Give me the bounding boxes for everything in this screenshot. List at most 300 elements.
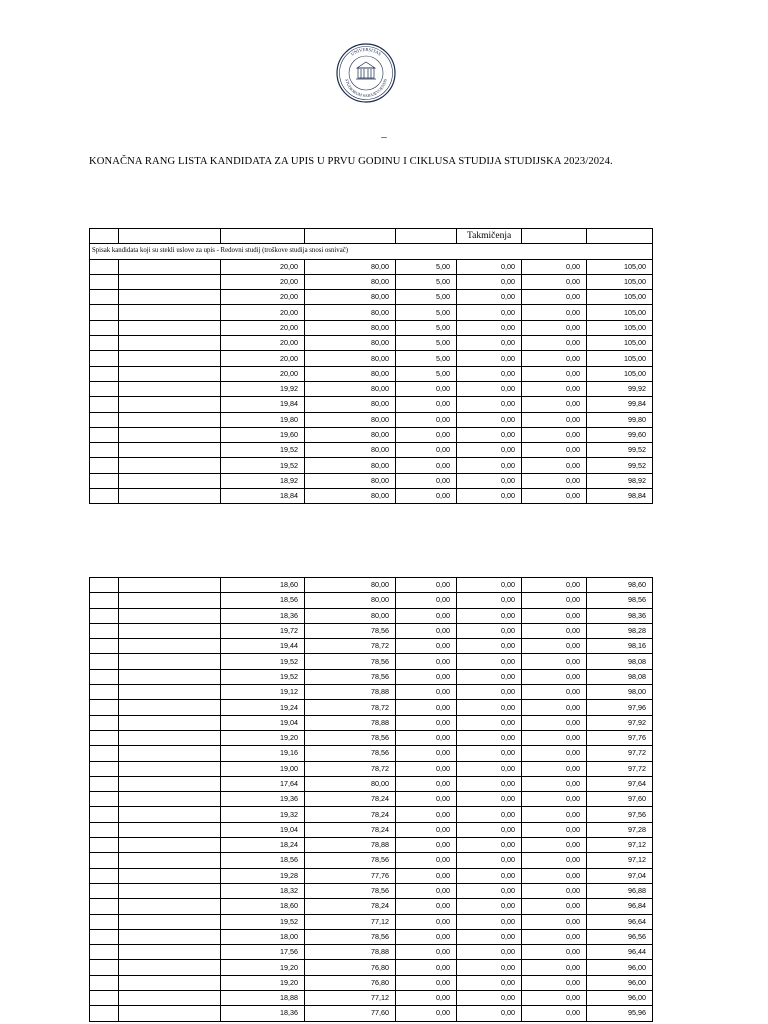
score-a-cell: 19,24	[221, 700, 305, 715]
total-cell: 97,28	[587, 822, 653, 837]
table-row	[90, 397, 653, 412]
dash-mark: –	[381, 131, 387, 143]
table-row	[90, 1006, 653, 1021]
score-a-cell: 18,36	[221, 608, 305, 623]
competition-cell: 0,00	[457, 623, 522, 638]
total-cell: 98,60	[587, 578, 653, 593]
competition-cell: 0,00	[457, 700, 522, 715]
rank-cell	[90, 746, 119, 761]
candidate-cell	[119, 685, 221, 700]
score-c-cell: 5,00	[396, 290, 457, 305]
rank-cell	[90, 730, 119, 745]
rank-cell	[90, 489, 119, 504]
rank-cell	[90, 473, 119, 488]
score-e-cell: 0,00	[522, 914, 587, 929]
score-a-cell: 20,00	[221, 336, 305, 351]
table-row	[90, 458, 653, 473]
total-cell: 97,12	[587, 838, 653, 853]
rank-cell	[90, 381, 119, 396]
score-e-cell: 0,00	[522, 458, 587, 473]
score-b-cell: 78,24	[305, 807, 396, 822]
rank-cell	[90, 715, 119, 730]
competition-cell: 0,00	[457, 381, 522, 396]
score-b-cell: 78,88	[305, 838, 396, 853]
score-e-cell: 0,00	[522, 730, 587, 745]
competition-cell: 0,00	[457, 578, 522, 593]
competition-cell: 0,00	[457, 715, 522, 730]
competition-cell: 0,00	[457, 639, 522, 654]
score-b-cell: 77,12	[305, 991, 396, 1006]
total-cell: 99,60	[587, 427, 653, 442]
header-cell	[221, 229, 305, 244]
rank-cell	[90, 761, 119, 776]
score-b-cell: 78,72	[305, 639, 396, 654]
score-c-cell: 0,00	[396, 1006, 457, 1021]
score-c-cell: 0,00	[396, 578, 457, 593]
table-row	[90, 320, 653, 335]
rank-cell	[90, 975, 119, 990]
total-cell: 98,08	[587, 654, 653, 669]
score-c-cell: 0,00	[396, 730, 457, 745]
competition-cell: 0,00	[457, 290, 522, 305]
rank-cell	[90, 991, 119, 1006]
total-cell: 99,84	[587, 397, 653, 412]
candidate-cell	[119, 792, 221, 807]
score-e-cell: 0,00	[522, 274, 587, 289]
score-b-cell: 80,00	[305, 578, 396, 593]
table-header-row	[90, 229, 653, 244]
score-c-cell: 5,00	[396, 259, 457, 274]
score-c-cell: 0,00	[396, 639, 457, 654]
rank-cell	[90, 853, 119, 868]
ranking-table-page-2	[89, 577, 653, 1022]
candidate-cell	[119, 320, 221, 335]
score-a-cell: 19,60	[221, 427, 305, 442]
score-e-cell: 0,00	[522, 412, 587, 427]
score-c-cell: 0,00	[396, 868, 457, 883]
total-cell: 98,00	[587, 685, 653, 700]
table-row	[90, 336, 653, 351]
total-cell: 98,36	[587, 608, 653, 623]
score-e-cell: 0,00	[522, 443, 587, 458]
score-b-cell: 78,88	[305, 945, 396, 960]
rank-cell	[90, 623, 119, 638]
score-b-cell: 78,88	[305, 715, 396, 730]
score-b-cell: 78,72	[305, 761, 396, 776]
seal-text-top: UNIVERSITAS	[349, 46, 383, 57]
score-c-cell: 0,00	[396, 397, 457, 412]
score-a-cell: 18,84	[221, 489, 305, 504]
score-b-cell: 78,56	[305, 929, 396, 944]
rank-cell	[90, 654, 119, 669]
score-e-cell: 0,00	[522, 639, 587, 654]
score-e-cell: 0,00	[522, 975, 587, 990]
document-title: KONAČNA RANG LISTA KANDIDATA ZA UPIS U PRVU GODINU I CIKLUSA STUDIJA STUDIJSKA 2023/2024.	[89, 156, 613, 167]
candidate-cell	[119, 473, 221, 488]
competition-cell: 0,00	[457, 458, 522, 473]
header-cell	[587, 229, 653, 244]
table-row	[90, 654, 653, 669]
candidate-cell	[119, 853, 221, 868]
score-e-cell: 0,00	[522, 991, 587, 1006]
total-cell: 97,56	[587, 807, 653, 822]
rank-cell	[90, 351, 119, 366]
score-b-cell: 76,80	[305, 960, 396, 975]
total-cell: 98,92	[587, 473, 653, 488]
table-row	[90, 960, 653, 975]
score-a-cell: 19,28	[221, 868, 305, 883]
score-c-cell: 0,00	[396, 669, 457, 684]
score-a-cell: 17,64	[221, 776, 305, 791]
score-e-cell: 0,00	[522, 473, 587, 488]
score-e-cell: 0,00	[522, 427, 587, 442]
score-c-cell: 0,00	[396, 883, 457, 898]
score-e-cell: 0,00	[522, 608, 587, 623]
score-b-cell: 78,56	[305, 853, 396, 868]
score-a-cell: 20,00	[221, 305, 305, 320]
score-c-cell: 0,00	[396, 685, 457, 700]
score-e-cell: 0,00	[522, 489, 587, 504]
score-a-cell: 18,56	[221, 853, 305, 868]
score-c-cell: 0,00	[396, 960, 457, 975]
score-b-cell: 78,56	[305, 654, 396, 669]
score-b-cell: 80,00	[305, 320, 396, 335]
score-a-cell: 18,56	[221, 593, 305, 608]
competition-cell: 0,00	[457, 776, 522, 791]
score-e-cell: 0,00	[522, 381, 587, 396]
total-cell: 97,64	[587, 776, 653, 791]
score-a-cell: 19,84	[221, 397, 305, 412]
score-b-cell: 78,56	[305, 746, 396, 761]
candidate-cell	[119, 366, 221, 381]
score-e-cell: 0,00	[522, 746, 587, 761]
score-a-cell: 19,32	[221, 807, 305, 822]
total-cell: 105,00	[587, 320, 653, 335]
score-a-cell: 20,00	[221, 274, 305, 289]
total-cell: 99,80	[587, 412, 653, 427]
score-e-cell: 0,00	[522, 761, 587, 776]
score-e-cell: 0,00	[522, 868, 587, 883]
header-cell	[90, 229, 119, 244]
candidate-cell	[119, 623, 221, 638]
score-a-cell: 19,52	[221, 914, 305, 929]
score-c-cell: 0,00	[396, 473, 457, 488]
table-row	[90, 593, 653, 608]
table-row	[90, 792, 653, 807]
score-c-cell: 0,00	[396, 412, 457, 427]
competition-cell: 0,00	[457, 366, 522, 381]
candidate-cell	[119, 822, 221, 837]
score-e-cell: 0,00	[522, 654, 587, 669]
score-a-cell: 20,00	[221, 320, 305, 335]
score-c-cell: 0,00	[396, 654, 457, 669]
score-a-cell: 19,52	[221, 669, 305, 684]
score-b-cell: 78,24	[305, 792, 396, 807]
score-b-cell: 80,00	[305, 366, 396, 381]
score-a-cell: 20,00	[221, 351, 305, 366]
candidate-cell	[119, 883, 221, 898]
table-row	[90, 489, 653, 504]
score-c-cell: 0,00	[396, 838, 457, 853]
score-b-cell: 80,00	[305, 397, 396, 412]
score-c-cell: 0,00	[396, 608, 457, 623]
score-c-cell: 0,00	[396, 807, 457, 822]
candidate-cell	[119, 746, 221, 761]
rank-cell	[90, 929, 119, 944]
table-row	[90, 274, 653, 289]
score-e-cell: 0,00	[522, 899, 587, 914]
table-row	[90, 945, 653, 960]
candidate-cell	[119, 914, 221, 929]
score-e-cell: 0,00	[522, 290, 587, 305]
table-row	[90, 991, 653, 1006]
score-b-cell: 76,80	[305, 975, 396, 990]
competition-cell: 0,00	[457, 351, 522, 366]
score-c-cell: 5,00	[396, 366, 457, 381]
rank-cell	[90, 639, 119, 654]
total-cell: 98,28	[587, 623, 653, 638]
score-c-cell: 0,00	[396, 593, 457, 608]
rank-cell	[90, 792, 119, 807]
score-b-cell: 78,24	[305, 899, 396, 914]
table-row	[90, 578, 653, 593]
score-b-cell: 80,00	[305, 412, 396, 427]
candidate-cell	[119, 427, 221, 442]
competition-cell: 0,00	[457, 945, 522, 960]
header-cell	[396, 229, 457, 244]
score-b-cell: 78,88	[305, 685, 396, 700]
score-b-cell: 77,76	[305, 868, 396, 883]
score-e-cell: 0,00	[522, 945, 587, 960]
score-b-cell: 80,00	[305, 305, 396, 320]
candidate-cell	[119, 945, 221, 960]
rank-cell	[90, 914, 119, 929]
score-e-cell: 0,00	[522, 822, 587, 837]
score-b-cell: 78,24	[305, 822, 396, 837]
score-c-cell: 5,00	[396, 336, 457, 351]
table-row	[90, 305, 653, 320]
score-c-cell: 0,00	[396, 381, 457, 396]
score-b-cell: 80,00	[305, 427, 396, 442]
candidate-cell	[119, 489, 221, 504]
competition-cell: 0,00	[457, 654, 522, 669]
score-c-cell: 0,00	[396, 700, 457, 715]
competition-cell: 0,00	[457, 427, 522, 442]
score-b-cell: 80,00	[305, 351, 396, 366]
score-e-cell: 0,00	[522, 623, 587, 638]
table-row	[90, 715, 653, 730]
score-a-cell: 19,52	[221, 654, 305, 669]
table-row	[90, 746, 653, 761]
table-row	[90, 639, 653, 654]
score-b-cell: 80,00	[305, 259, 396, 274]
score-c-cell: 0,00	[396, 489, 457, 504]
table-row	[90, 473, 653, 488]
table-row	[90, 427, 653, 442]
score-c-cell: 0,00	[396, 623, 457, 638]
score-b-cell: 80,00	[305, 443, 396, 458]
score-a-cell: 19,00	[221, 761, 305, 776]
score-b-cell: 77,60	[305, 1006, 396, 1021]
table-row	[90, 259, 653, 274]
competition-cell: 0,00	[457, 593, 522, 608]
candidate-cell	[119, 960, 221, 975]
total-cell: 98,16	[587, 639, 653, 654]
score-e-cell: 0,00	[522, 838, 587, 853]
score-b-cell: 78,56	[305, 669, 396, 684]
total-cell: 97,72	[587, 746, 653, 761]
competition-cell: 0,00	[457, 274, 522, 289]
table-row	[90, 366, 653, 381]
score-c-cell: 0,00	[396, 458, 457, 473]
competition-cell: 0,00	[457, 792, 522, 807]
header-cell	[305, 229, 396, 244]
rank-cell	[90, 608, 119, 623]
score-a-cell: 19,72	[221, 623, 305, 638]
competition-cell: 0,00	[457, 853, 522, 868]
rank-cell	[90, 443, 119, 458]
candidate-cell	[119, 290, 221, 305]
rank-cell	[90, 578, 119, 593]
candidate-cell	[119, 715, 221, 730]
rank-cell	[90, 960, 119, 975]
rank-cell	[90, 776, 119, 791]
score-c-cell: 0,00	[396, 427, 457, 442]
table-row	[90, 623, 653, 638]
rank-cell	[90, 366, 119, 381]
total-cell: 96,00	[587, 991, 653, 1006]
score-c-cell: 0,00	[396, 991, 457, 1006]
score-e-cell: 0,00	[522, 685, 587, 700]
score-b-cell: 78,72	[305, 700, 396, 715]
candidate-cell	[119, 991, 221, 1006]
total-cell: 105,00	[587, 290, 653, 305]
competition-cell: 0,00	[457, 473, 522, 488]
competition-cell: 0,00	[457, 320, 522, 335]
score-c-cell: 0,00	[396, 822, 457, 837]
total-cell: 98,08	[587, 669, 653, 684]
competition-cell: 0,00	[457, 1006, 522, 1021]
score-a-cell: 19,20	[221, 960, 305, 975]
competition-cell: 0,00	[457, 443, 522, 458]
competition-cell: 0,00	[457, 761, 522, 776]
score-c-cell: 0,00	[396, 792, 457, 807]
score-c-cell: 5,00	[396, 320, 457, 335]
candidate-cell	[119, 608, 221, 623]
score-b-cell: 80,00	[305, 336, 396, 351]
header-takmicenja: Takmičenja	[457, 229, 522, 244]
table-row	[90, 776, 653, 791]
competition-cell: 0,00	[457, 899, 522, 914]
table-row	[90, 807, 653, 822]
candidate-cell	[119, 700, 221, 715]
score-b-cell: 80,00	[305, 458, 396, 473]
table-row	[90, 608, 653, 623]
candidate-cell	[119, 443, 221, 458]
score-e-cell: 0,00	[522, 351, 587, 366]
rank-cell	[90, 945, 119, 960]
candidate-cell	[119, 730, 221, 745]
score-b-cell: 80,00	[305, 608, 396, 623]
total-cell: 99,52	[587, 443, 653, 458]
table-row	[90, 700, 653, 715]
score-a-cell: 19,12	[221, 685, 305, 700]
candidate-cell	[119, 351, 221, 366]
score-a-cell: 19,44	[221, 639, 305, 654]
score-a-cell: 18,00	[221, 929, 305, 944]
candidate-cell	[119, 929, 221, 944]
rank-cell	[90, 899, 119, 914]
score-e-cell: 0,00	[522, 853, 587, 868]
rank-cell	[90, 1006, 119, 1021]
rank-cell	[90, 320, 119, 335]
score-a-cell: 18,32	[221, 883, 305, 898]
candidate-cell	[119, 1006, 221, 1021]
candidate-cell	[119, 578, 221, 593]
competition-cell: 0,00	[457, 822, 522, 837]
score-c-cell: 0,00	[396, 715, 457, 730]
total-cell: 105,00	[587, 336, 653, 351]
table-row	[90, 381, 653, 396]
rank-cell	[90, 458, 119, 473]
rank-cell	[90, 397, 119, 412]
total-cell: 97,96	[587, 700, 653, 715]
table-row	[90, 669, 653, 684]
rank-cell	[90, 868, 119, 883]
total-cell: 105,00	[587, 305, 653, 320]
total-cell: 96,64	[587, 914, 653, 929]
score-e-cell: 0,00	[522, 259, 587, 274]
candidate-cell	[119, 761, 221, 776]
score-b-cell: 78,56	[305, 623, 396, 638]
rank-cell	[90, 700, 119, 715]
score-b-cell: 80,00	[305, 290, 396, 305]
score-e-cell: 0,00	[522, 960, 587, 975]
competition-cell: 0,00	[457, 868, 522, 883]
score-b-cell: 80,00	[305, 274, 396, 289]
score-b-cell: 80,00	[305, 776, 396, 791]
score-e-cell: 0,00	[522, 336, 587, 351]
total-cell: 97,76	[587, 730, 653, 745]
table-row	[90, 761, 653, 776]
score-c-cell: 0,00	[396, 746, 457, 761]
candidate-cell	[119, 381, 221, 396]
table-row	[90, 290, 653, 305]
competition-cell: 0,00	[457, 929, 522, 944]
score-a-cell: 19,20	[221, 730, 305, 745]
score-a-cell: 19,92	[221, 381, 305, 396]
rank-cell	[90, 259, 119, 274]
competition-cell: 0,00	[457, 914, 522, 929]
score-e-cell: 0,00	[522, 1006, 587, 1021]
candidate-cell	[119, 412, 221, 427]
score-c-cell: 0,00	[396, 975, 457, 990]
competition-cell: 0,00	[457, 730, 522, 745]
total-cell: 96,44	[587, 945, 653, 960]
total-cell: 96,84	[587, 899, 653, 914]
competition-cell: 0,00	[457, 412, 522, 427]
total-cell: 98,56	[587, 593, 653, 608]
total-cell: 105,00	[587, 351, 653, 366]
candidate-cell	[119, 838, 221, 853]
total-cell: 97,04	[587, 868, 653, 883]
score-e-cell: 0,00	[522, 792, 587, 807]
total-cell: 96,00	[587, 975, 653, 990]
score-b-cell: 80,00	[305, 473, 396, 488]
score-a-cell: 18,60	[221, 899, 305, 914]
section-label: Spisak kandidata koji su stekli uslove za upis - Redovni studij (troškove studija snosi osnivač)	[90, 244, 653, 259]
score-c-cell: 0,00	[396, 776, 457, 791]
